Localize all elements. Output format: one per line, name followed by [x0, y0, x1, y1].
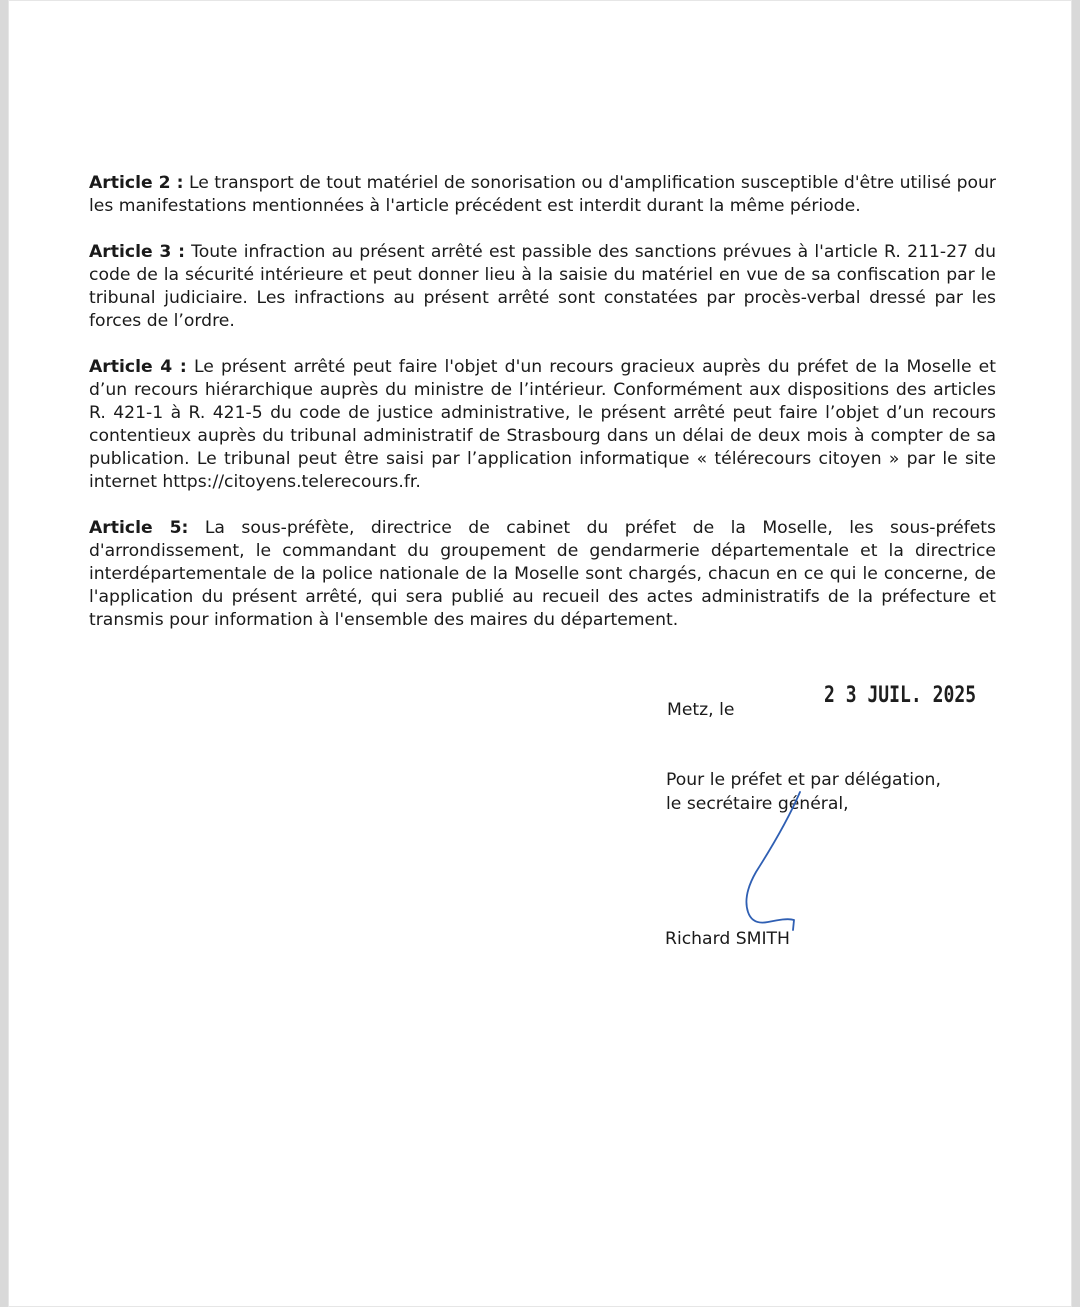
- delegation-line-2: le secrétaire général,: [666, 794, 849, 814]
- article-4: [89, 356, 996, 494]
- handwritten-signature: [738, 790, 808, 940]
- date-stamp: 2 3 JUIL. 2025: [824, 683, 977, 708]
- articles-section: [89, 172, 996, 655]
- article-5-label: Article 5:: [89, 518, 189, 538]
- article-5: [89, 517, 996, 632]
- article-3-text: Toute infraction au présent arrêté est passible des sanctions prévues à l'article R. 211-27 du code de la sécurité intérieure et peut donner lieu à la saisie du matériel en vue de sa confiscation par le tribunal judiciaire. Les infractions au présent arrêté sont constatées par procès-verbal dressé par les forces de l’ordre.: [89, 242, 996, 331]
- article-2: [89, 172, 996, 218]
- article-2-text: Le transport de tout matériel de sonorisation ou d'amplification susceptible d'être utilisé pour les manifestations mentionnées à l'article précédent est interdit durant la même période.: [89, 173, 996, 216]
- delegation-line-1: Pour le préfet et par délégation,: [666, 770, 941, 790]
- document-page: [8, 0, 1072, 1307]
- article-4-text: Le présent arrêté peut faire l'objet d'un recours gracieux auprès du préfet de la Moselle et d’un recours hiérarchique auprès du ministre de l’intérieur. Conformément aux dispositions des articles R. 421-1 à R. 421-5 du code de justice administrative, le présent arrêté peut faire l’objet d’un recours contentieux auprès du tribunal administratif de Strasbourg dans un délai de deux mois à compter de sa publication. Le tribunal peut être saisi par l’application informatique « télérecours citoyen » par le site internet https://citoyens.telerecours.fr.: [89, 357, 996, 492]
- signature-place: Metz, le: [667, 700, 735, 720]
- article-4-label: Article 4 :: [89, 357, 187, 377]
- signer-name: Richard SMITH: [665, 929, 790, 949]
- article-5-text: La sous-préfète, directrice de cabinet du préfet de la Moselle, les sous-préfets d'arrondissement, le commandant du groupement de gendarmerie départementale et la directrice interdépartementale de la police nationale de la Moselle sont chargés, chacun en ce qui le concerne, de l'application du présent arrêté, qui sera publié au recueil des actes administratifs de la préfecture et transmis pour information à l'ensemble des maires du département.: [89, 518, 996, 630]
- article-3: [89, 241, 996, 333]
- article-3-label: Article 3 :: [89, 242, 185, 262]
- article-2-label: Article 2 :: [89, 173, 184, 193]
